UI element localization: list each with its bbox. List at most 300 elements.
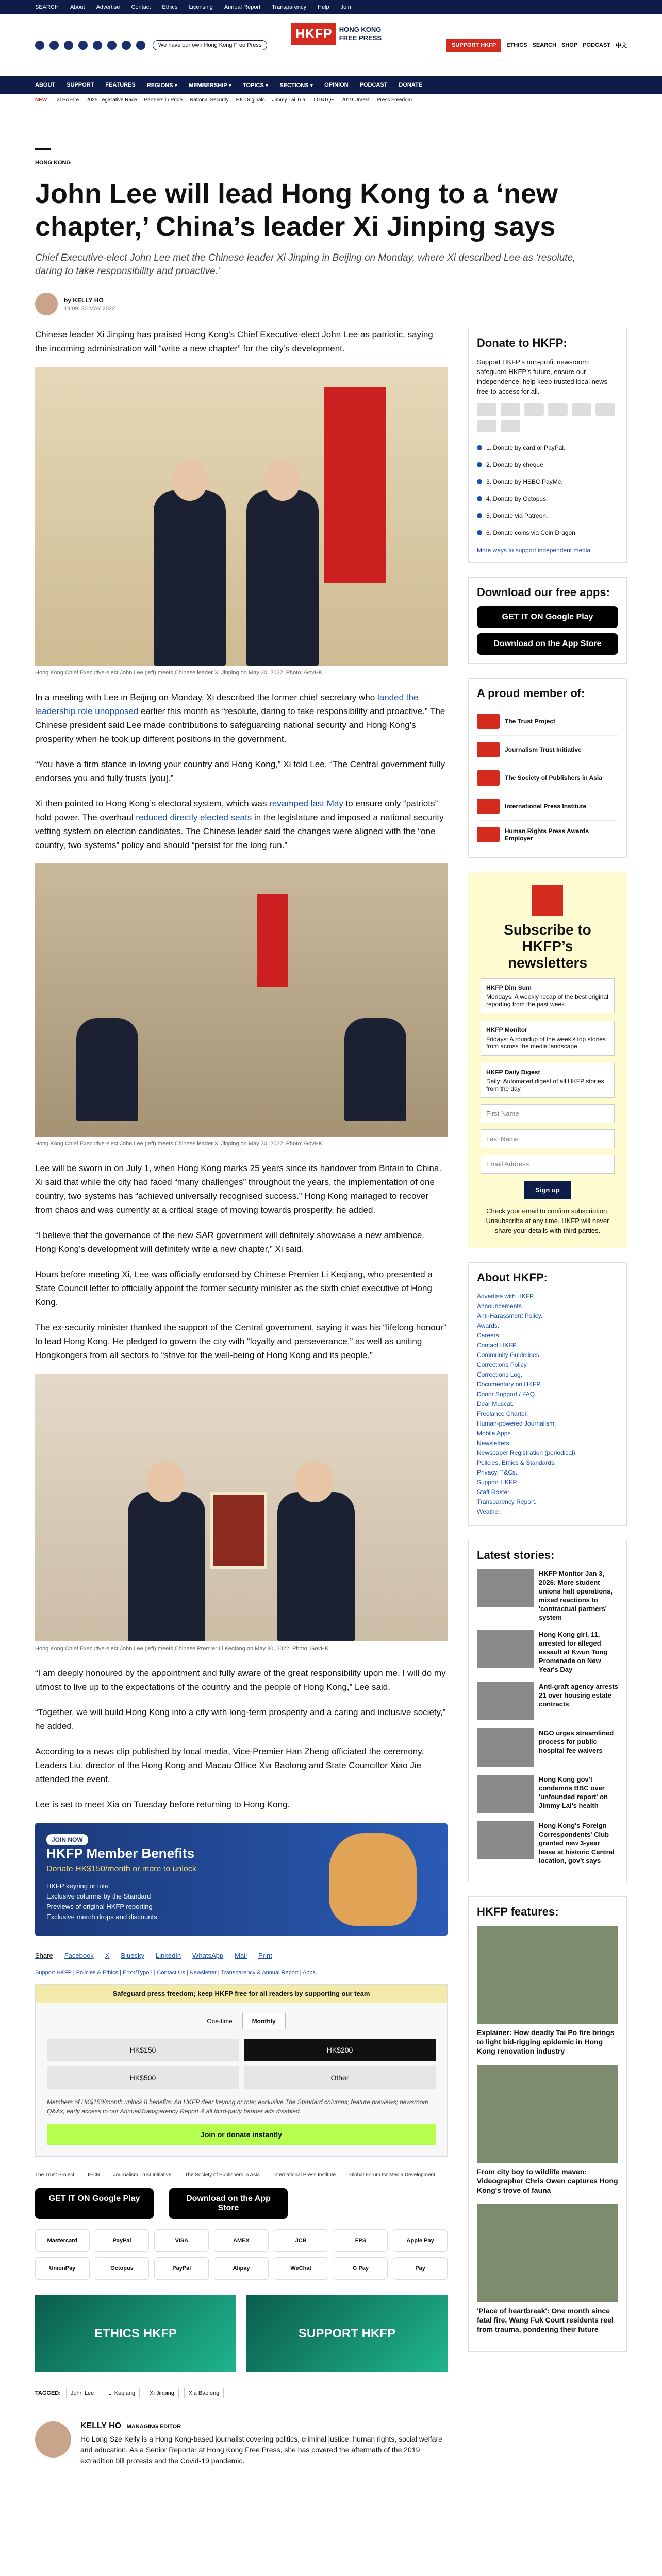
jcb-icon: JCB [274, 2229, 328, 2252]
advertise-link[interactable]: Advertise [96, 4, 120, 10]
podcast-nav[interactable]: PODCAST [583, 42, 610, 48]
about-link[interactable]: Weather. [477, 1508, 502, 1515]
email-input[interactable]: Email Address [481, 1155, 615, 1174]
latest-story[interactable] [477, 1630, 618, 1674]
paragraph: The ex-security minister thanked the support of the Central government, saying it was his “lifelong honour” to lead Hong Kong. He pledged to govern the city with “loyalty and perseverance,” as well as uniting Hongkongers from all sectors to “strive for the well-being of Hong Kong and its people.” [35, 1323, 446, 1360]
member-logo-icon [477, 827, 500, 842]
share-linkedin[interactable]: LinkedIn [156, 1952, 181, 1959]
amount-option[interactable]: HK$150 [47, 2039, 239, 2061]
youtube-icon[interactable] [93, 41, 102, 50]
nav-sections[interactable]: SECTIONS ▾ [279, 82, 313, 89]
contact-link[interactable]: Contact [131, 4, 151, 10]
first-name-input[interactable]: First Name [481, 1104, 615, 1123]
inline-link[interactable]: revamped last May [269, 799, 343, 808]
author-avatar[interactable] [35, 293, 58, 315]
text-run: Xi then pointed to Hong Kong’s electoral system, which was [35, 799, 270, 808]
frequency-toggle [47, 2013, 436, 2029]
licensing-link[interactable]: Licensing [189, 4, 213, 10]
feature-story[interactable] [477, 1926, 618, 2056]
feature-title: 'Place of heartbreak': One month since fatal fire, Wang Fuk Court residents reel from trauma, pondering their future [477, 2307, 614, 2333]
paragraph: According to a news clip published by local media, Vice-Premier Han Zheng officiated the ceremony. Leaders Liu, director of the Hong Kong and Macau Office Xia Baolong and State Councillor Xiao Jie attended the event. [35, 1747, 424, 1784]
article-photo-1[interactable] [35, 367, 448, 666]
trending-item[interactable]: Tai Po Fire [54, 97, 79, 103]
newsletter-title: Subscribe to HKFP’s newsletters [504, 922, 591, 971]
paragraph: “You have a firm stance in loving your country and Hong Kong,” Xi told Lee. “The Central government fully endorses you and fully trusts [you].” [35, 759, 445, 783]
shop-nav[interactable]: SHOP [561, 42, 578, 48]
ethics-promo-tile[interactable]: ETHICS HKFP [35, 2295, 236, 2372]
nav-topics[interactable]: TOPICS ▾ [243, 82, 269, 89]
inline-link[interactable]: landed the leadership role unopposed [35, 692, 419, 716]
photo-caption: Hong Kong Chief Executive-elect John Lee (left) meets Chinese leader Xi Jinping on May 30, 2022. Photo: GovHK. [35, 670, 324, 676]
story-title: Anti-graft agency arrests 21 over housing estate contracts [539, 1683, 618, 1708]
nav-about[interactable]: ABOUT [35, 82, 56, 88]
brand-bar [0, 14, 662, 76]
trending-item[interactable]: Jimmy Lai Trial [272, 97, 307, 103]
story-title: Hong Kong girl, 11, arrested for alleged assault at Kwun Tong Promenade on New Year's Day [539, 1631, 608, 1673]
member-of-title: A proud member of: [477, 687, 585, 700]
nav-support[interactable]: SUPPORT [67, 82, 94, 88]
logo-mark: HKFP [291, 23, 336, 45]
about-list [477, 1292, 618, 1517]
nav-podcast[interactable]: PODCAST [359, 82, 388, 88]
bullet-icon [477, 479, 482, 484]
features-title: HKFP features: [477, 1905, 559, 1918]
newsletter-option[interactable] [481, 1063, 615, 1098]
member-of-box [468, 678, 627, 858]
amount-option[interactable]: Other [244, 2066, 436, 2089]
newsletter-name: HKFP Monitor [486, 1026, 527, 1033]
apps-sidebar-box [468, 577, 627, 664]
person-left [76, 1018, 138, 1121]
article-category[interactable]: HONG KONG [35, 160, 71, 166]
tag[interactable]: John Lee [66, 2388, 98, 2398]
story-title: Hong Kong gov't condemns BBC over 'unfounded report' on Jimmy Lai's health [539, 1775, 608, 1809]
donate-option[interactable] [477, 473, 618, 490]
telegram-icon[interactable] [122, 41, 131, 50]
member-logo-label: The Society of Publishers in Asia [505, 774, 602, 782]
card-icon [501, 420, 520, 432]
promo-tiles [35, 2295, 448, 2372]
help-link[interactable]: Help [318, 4, 329, 10]
google-play-badge[interactable]: GET IT ON Google Play [35, 2188, 154, 2219]
donate-option[interactable] [477, 456, 618, 473]
story-thumbnail [477, 1821, 534, 1859]
membership-banner[interactable] [35, 1823, 448, 1936]
alipay-icon: Alipay [214, 2257, 269, 2280]
donate-option-label: 4. Donate by Octopus. [486, 495, 548, 502]
partner-logo[interactable]: Journalism Trust Initiative [113, 2172, 172, 2178]
about-link[interactable]: Human-powered Journalism. [477, 1420, 556, 1427]
about-link[interactable]: Dear Muscat. [477, 1400, 514, 1408]
person-left [128, 1492, 205, 1641]
about-link[interactable]: About [70, 4, 85, 10]
latest-story[interactable] [477, 1728, 618, 1767]
card-icon [524, 403, 544, 416]
bullet-icon [477, 496, 482, 501]
app-store-badges [35, 2188, 448, 2219]
one-time-option[interactable]: One-time [197, 2013, 242, 2029]
latest-story[interactable] [477, 1569, 618, 1622]
story-title: HKFP Monitor Jan 3, 2026: More student unions halt operations, mixed reactions to 'contractual partners' system [539, 1570, 613, 1621]
newsletter-desc: Daily: Automated digest of all HKFP stories from the day. [486, 1078, 604, 1092]
text-run: to ensure only “patriots” hold power. The overhaul [35, 799, 438, 822]
email-icon[interactable] [107, 41, 117, 50]
about-link[interactable]: Staff Roster. [477, 1488, 511, 1496]
main-nav [0, 76, 662, 94]
about-link[interactable]: Newspaper Registration (periodical). [477, 1449, 577, 1456]
paragraph: “I am deeply honoured by the appointment and fully aware of the great responsibility upon me. I will do my utmost to live up to the expectations of the country and the people of Hong Kong,” Lee said. [35, 1668, 446, 1692]
story-thumbnail [477, 1728, 534, 1767]
bullet-icon [477, 445, 482, 450]
feature-thumbnail [477, 2065, 618, 2163]
member-logo[interactable] [477, 707, 618, 736]
card-icon [501, 403, 520, 416]
tag[interactable]: Xia Baolong [184, 2388, 224, 2398]
bullet-icon [477, 462, 482, 467]
nav-features[interactable]: FEATURES [105, 82, 136, 88]
bullet-icon [477, 513, 482, 518]
google-pay-icon: G Pay [334, 2257, 388, 2280]
member-logo-label: Human Rights Press Awards Employer [504, 827, 589, 842]
tag[interactable]: Xi Jinping [145, 2388, 179, 2398]
member-logo-label: The Trust Project [505, 718, 556, 725]
about-link[interactable]: Awards. [477, 1322, 500, 1329]
join-now-badge[interactable]: JOIN NOW [46, 1834, 88, 1845]
app-store-badge[interactable]: Download on the App Store [477, 633, 618, 655]
latest-story[interactable] [477, 1821, 618, 1865]
trending-bar [0, 94, 662, 107]
banner-subtitle: Donate HK$150/month or more to unlock [46, 1865, 196, 1873]
person-left [154, 490, 226, 666]
article-lede: Chief Executive-elect John Lee met the Chinese leader Xi Jinping in Beijing on Monday, where Xi described Lee as ‘resolute, daring to take responsibility and proactive.’ [35, 252, 576, 277]
app-store-badge[interactable]: Download on the App Store [169, 2188, 288, 2219]
story-thumbnail [477, 1569, 534, 1607]
benefit-item: HKFP keyring or tote [46, 1882, 109, 1890]
flag-shape [257, 894, 288, 987]
top-utility-bar [0, 0, 662, 14]
signup-button[interactable]: Sign up [524, 1181, 571, 1199]
fps-icon: FPS [334, 2229, 388, 2252]
card-icon [595, 403, 615, 416]
about-link[interactable]: Freelance Charter. [477, 1410, 528, 1417]
member-logo[interactable] [477, 821, 618, 849]
bullet-icon [477, 530, 482, 535]
person-right-head [264, 460, 301, 501]
member-logo-icon [477, 799, 500, 814]
feature-story[interactable] [477, 2065, 618, 2195]
photo-caption: Hong Kong Chief Executive-elect John Lee (left) meets Chinese Premier Li Keqiang on May 30, 2022. Photo: GovHK. [35, 1646, 330, 1652]
amex-icon: AMEX [214, 2229, 269, 2252]
apple-pay-icon: Apple Pay [393, 2229, 448, 2252]
member-logo[interactable] [477, 792, 618, 821]
donate-sidebar-text: Support HKFP’s non-profit newsroom: safeguard HKFP’s future, ensure our independence, help keep trusted local news free-to-access for all. [477, 358, 607, 395]
amount-options [47, 2039, 436, 2089]
monthly-option[interactable]: Monthly [242, 2013, 286, 2029]
donate-option[interactable] [477, 507, 618, 524]
share-print[interactable]: Print [258, 1952, 272, 1959]
card-icon [477, 403, 496, 416]
promo-pill[interactable]: We have our own Hong Kong Free Press [153, 40, 267, 50]
donate-option-label: 1. Donate by card or PayPal. [486, 444, 566, 451]
share-bluesky[interactable]: Bluesky [121, 1952, 144, 1959]
text-run: in the legislature and imposed a national security vetting system on election candidates. The Chinese leader said the changes were aligned with the “one country, two systems” policy and should “persist for the long run.” [35, 812, 444, 850]
join-donate-button[interactable]: Join or donate instantly [47, 2124, 436, 2145]
right-nav [446, 39, 627, 52]
author-bio: Ho Long Sze Kelly is a Hong Kong-based journalist covering politics, criminal justice, human rights, social welfare and education. As a Senior Reporter at Hong Kong Free Press, she has covered the aftermath of the 2019 extradition bill protests and the Covid-19 pandemic. [80, 2435, 442, 2465]
donate-option-label: 2. Donate by cheque. [486, 461, 545, 468]
donate-sidebar-title: Donate to HKFP: [477, 336, 567, 349]
benefit-item: Exclusive columns by the Standard [46, 1892, 151, 1900]
hkfp-logo-icon [532, 885, 563, 916]
paragraph: “Together, we will build Hong Kong into a city with long-term prosperity and a caring and inclusive society,” he added. [35, 1707, 446, 1731]
member-logo[interactable] [477, 764, 618, 792]
story-title: NGO urges streamlined process for public hospital fee waivers [539, 1729, 614, 1754]
transparency-link[interactable]: Transparency [272, 4, 306, 10]
ethics-link[interactable]: Ethics [162, 4, 178, 10]
trending-item[interactable]: LGBTQ+ [313, 97, 335, 103]
about-link[interactable]: Corrections Policy. [477, 1361, 528, 1368]
trending-item[interactable]: HK Originals [236, 97, 265, 103]
mastercard-icon: Mastercard [35, 2229, 90, 2252]
paragraph [35, 690, 448, 746]
support-promo-tile[interactable]: SUPPORT HKFP [246, 2295, 448, 2372]
author-box-avatar[interactable] [35, 2421, 71, 2458]
member-logo-icon [477, 770, 500, 786]
deer-mascot-icon [329, 1833, 417, 1926]
donate-sidebar-box [468, 328, 627, 563]
share-facebook[interactable]: Facebook [64, 1952, 94, 1959]
newsletter-option[interactable] [481, 1021, 615, 1056]
about-link[interactable]: Careers. [477, 1332, 501, 1339]
feature-thumbnail [477, 2204, 618, 2302]
author-name[interactable]: by KELLY HO [64, 296, 104, 304]
feature-thumbnail [477, 1926, 618, 2024]
share-x[interactable]: X [105, 1952, 110, 1959]
card-icon [477, 420, 496, 432]
article-body [35, 328, 448, 2478]
feature-title: Explainer: How deadly Tai Po fire brings to light bid-rigging epidemic in Hong Kong renovation industry [477, 2028, 615, 2055]
logo-line-1: HONG KONG [339, 25, 382, 33]
annual-report-link[interactable]: Annual Report [224, 4, 261, 10]
join-link[interactable]: Join [340, 4, 351, 10]
trending-item[interactable]: National Security [190, 97, 229, 103]
about-link[interactable]: Corrections Log. [477, 1371, 523, 1378]
payment-methods [35, 2229, 448, 2280]
tags-label: TAGGED: [35, 2390, 61, 2396]
search-nav[interactable]: SEARCH [532, 42, 557, 48]
latest-stories-box [468, 1540, 627, 1882]
visa-icon: VISA [154, 2229, 209, 2252]
more-ways-link[interactable]: More ways to support independent media. [477, 547, 592, 554]
feature-story[interactable] [477, 2204, 618, 2334]
about-link[interactable]: Newsletters. [477, 1439, 511, 1447]
member-logo-icon [477, 714, 500, 729]
newsletter-option[interactable] [481, 978, 615, 1013]
story-thumbnail [477, 1630, 534, 1668]
nav-regions[interactable]: REGIONS ▾ [146, 82, 178, 89]
certificate-shape [210, 1492, 267, 1569]
wechat-icon: WeChat [274, 2257, 328, 2280]
sidebar [468, 328, 627, 2478]
donate-header: Safeguard press freedom; keep HKFP free for all readers by supporting our team [36, 1985, 447, 2003]
donate-option[interactable] [477, 524, 618, 541]
tag[interactable]: Li Keqiang [104, 2388, 140, 2398]
partner-logo[interactable]: International Press Institute [273, 2172, 336, 2178]
feature-title: From city boy to wildlife maven: Videographer Chris Owen captures Hong Kong's trove of fauna [477, 2167, 618, 2194]
member-logo-label: Journalism Trust Initiative [505, 746, 582, 753]
card-icon [572, 403, 591, 416]
trending-item[interactable]: Partners in Pride [144, 97, 183, 103]
paypal-icon: PayPal [95, 2229, 150, 2252]
article-photo-2[interactable] [35, 863, 448, 1137]
trending-item[interactable]: Press Freedom [376, 97, 412, 103]
share-label: Share [35, 1952, 53, 1959]
signup-note: Check your email to confirm subscription. Unsubscribe at any time. HKFP will never share your details with third parties. [486, 1207, 609, 1234]
paragraph: Lee will be sworn in on July 1, when Hong Kong marks 25 years since its handover from Britain to China. Xi said that while the city had faced “many challenges” throughout the years, the implementation of one country, two systems has “achieved universally recognised success.” Hong Kong managed to recover from chaos and was currently at a critical stage of moving towards prosperity, he added. [35, 1163, 442, 1215]
about-link[interactable]: Community Guidelines. [477, 1351, 541, 1359]
support-links[interactable]: Support HKFP | Policies & Ethics | Error/Typo? | Contact Us | Newsletter | Transparency & Annual Report | Apps [35, 1970, 316, 1976]
card-icon [548, 403, 568, 416]
last-name-input[interactable]: Last Name [481, 1129, 615, 1148]
about-link[interactable]: Documentary on HKFP. [477, 1381, 542, 1388]
publish-date: 19:09, 30 MAY 2022 [64, 305, 115, 312]
partner-logos [35, 2172, 448, 2178]
newsletter-name: HKFP Dim Sum [486, 984, 532, 991]
partner-logo[interactable]: The Society of Publishers in Asia [185, 2172, 260, 2178]
banner-title: HKFP Member Benefits [46, 1845, 195, 1861]
benefit-item: Previews of original HKFP reporting [46, 1903, 153, 1910]
nav-opinion[interactable]: OPINION [324, 82, 349, 88]
logo-line-2: FREE PRESS [339, 33, 382, 42]
twitter-icon[interactable] [35, 41, 44, 50]
latest-story[interactable] [477, 1775, 618, 1813]
amount-option[interactable]: HK$200 [244, 2039, 436, 2061]
newsletter-signup [468, 872, 627, 1248]
chinese-nav[interactable]: 中文 [616, 43, 627, 49]
about-link[interactable]: Contact HKFP. [477, 1342, 518, 1349]
donate-option-label: 3. Donate by HSBC PayMe. [486, 478, 563, 485]
features-box [468, 1896, 627, 2352]
photo-caption: Hong Kong Chief Executive-elect John Lee (left) meets Chinese leader Xi Jinping on May 30, 2022. Photo: GovHK. [35, 1141, 324, 1147]
apple-pay-icon: Pay [393, 2257, 448, 2280]
ethics-nav[interactable]: ETHICS [506, 42, 527, 48]
story-title: Hong Kong's Foreign Correspondents' Club granted new 3-year lease at historic Central location, gov't says [539, 1822, 615, 1865]
trending-item[interactable]: 2025 Legislative Race [86, 97, 137, 103]
new-label: NEW [35, 97, 47, 103]
about-link[interactable]: Support HKFP. [477, 1479, 518, 1486]
paragraph: Chinese leader Xi Jinping has praised Hong Kong’s Chief Executive-elect John Lee as patriotic, saying the incoming administration will “write a new chapter” for the city’s development. [35, 330, 433, 353]
flag-shape [324, 387, 386, 583]
about-link[interactable]: Anti-Harassment Policy. [477, 1312, 543, 1319]
about-link[interactable]: Transparency Report. [477, 1498, 537, 1505]
share-whatsapp[interactable]: WhatsApp [192, 1952, 224, 1959]
octopus-icon: Octopus [95, 2257, 150, 2280]
benefit-item: Exclusive merch drops and discounts [46, 1913, 157, 1921]
person-right [277, 1492, 355, 1641]
donate-option[interactable] [477, 490, 618, 507]
story-thumbnail [477, 1682, 534, 1720]
instagram-icon[interactable] [49, 41, 59, 50]
partner-logo[interactable]: IFCN [88, 2172, 100, 2178]
author-box [35, 2411, 448, 2478]
about-link[interactable]: Privacy, T&Cs. [477, 1469, 518, 1476]
paragraph: Hours before meeting Xi, Lee was officially endorsed by Chinese Premier Li Keqiang, who presented a State Council letter to officially appoint the former security minister as the sixth chief executive of Hong Kong. [35, 1269, 433, 1307]
donate-option-label: 6. Donate coins via Coin Dragon. [486, 529, 577, 536]
donate-option-label: 5. Donate via Patreon. [486, 512, 548, 519]
search-link[interactable]: SEARCH [35, 4, 59, 10]
member-logo-label: International Press Institute [505, 803, 587, 810]
article-headline: John Lee will lead Hong Kong to a ‘new chapter,’ China’s leader Xi Jinping says [35, 178, 558, 242]
latest-story[interactable] [477, 1682, 618, 1720]
member-logo-icon [477, 742, 500, 757]
facebook-icon[interactable] [78, 41, 88, 50]
newsletter-desc: Mondays: A weekly recap of the best original reporting from the past week. [486, 993, 608, 1008]
story-thumbnail [477, 1775, 534, 1813]
support-hkfp-button[interactable]: SUPPORT HKFP [446, 39, 501, 52]
apps-sidebar-title: Download our free apps: [477, 586, 610, 599]
latest-title: Latest stories: [477, 1549, 555, 1562]
partner-logo[interactable]: The Trust Project [35, 2172, 75, 2178]
author-box-name[interactable]: KELLY HO [80, 2421, 122, 2430]
rss-icon[interactable] [136, 41, 145, 50]
about-link[interactable]: Advertise with HKFP. [477, 1293, 535, 1300]
about-title: About HKFP: [477, 1271, 548, 1284]
byline [35, 293, 627, 315]
donate-option[interactable] [477, 439, 618, 456]
text-run: In a meeting with Lee in Beijing on Monday, Xi described the former chief secretary who [35, 692, 377, 702]
person-right [246, 490, 319, 666]
about-link[interactable]: Policies, Ethics & Standards. [477, 1459, 556, 1466]
paragraph: Lee is set to meet Xia on Tuesday before returning to Hong Kong. [35, 1800, 290, 1809]
paragraph [35, 796, 448, 852]
paragraph: “I believe that the governance of the new SAR government will definitely showcase a new ambience. Hong Kong’s development will definitely write a new chapter,” Xi said. [35, 1230, 425, 1254]
trending-item[interactable]: 2019 Unrest [341, 97, 370, 103]
person-left-head [146, 1461, 185, 1502]
social-icons [35, 41, 145, 50]
about-box [468, 1262, 627, 1526]
threads-icon[interactable] [64, 41, 73, 50]
nav-donate[interactable]: DONATE [399, 82, 423, 88]
inline-link[interactable]: reduced directly elected seats [136, 812, 252, 822]
about-link[interactable]: Announcements. [477, 1302, 524, 1310]
member-note: Members of HK$150/month unlock 8 benefits: An HKFP deer keyring or tote; exclusive The Standard columns; feature previews; newsroom Q&As; early access to our Annual/Transparency Report & all third-party banner ads disabled. [47, 2098, 428, 2115]
section-rule [35, 148, 51, 150]
author-box-role: MANAGING EDITOR [126, 2424, 181, 2430]
unionpay-icon: UnionPay [35, 2257, 90, 2280]
tag-list [35, 2388, 448, 2398]
member-logo[interactable] [477, 736, 618, 764]
article-photo-3[interactable] [35, 1374, 448, 1641]
about-link[interactable]: Mobile Apps. [477, 1430, 512, 1437]
share-mail[interactable]: Mail [235, 1952, 247, 1959]
share-bar [35, 1952, 448, 1959]
partner-logo[interactable]: Global Forum for Media Development [349, 2172, 435, 2178]
person-left-head [172, 460, 208, 501]
paypal-icon: PayPal [154, 2257, 209, 2280]
logo-text [339, 26, 382, 42]
donate-widget [35, 1984, 448, 2157]
person-right-head [295, 1461, 334, 1502]
amount-option[interactable]: HK$500 [47, 2066, 239, 2089]
google-play-badge[interactable]: GET IT ON Google Play [477, 606, 618, 628]
newsletter-desc: Fridays: A roundup of the week’s top stories from across the media landscape. [486, 1036, 606, 1050]
person-right [344, 1018, 406, 1121]
about-link[interactable]: Donor Support / FAQ. [477, 1391, 537, 1398]
site-logo[interactable] [291, 23, 382, 45]
text-run: earlier this month as “resolute, daring to take responsibility and proactive.” The Chinese president said Lee made contributions to safeguarding national security and Hong Kong’s prosperity when he took up different positions in the government. [35, 706, 445, 744]
nav-membership[interactable]: MEMBERSHIP ▾ [189, 82, 232, 89]
newsletter-name: HKFP Daily Digest [486, 1069, 540, 1076]
